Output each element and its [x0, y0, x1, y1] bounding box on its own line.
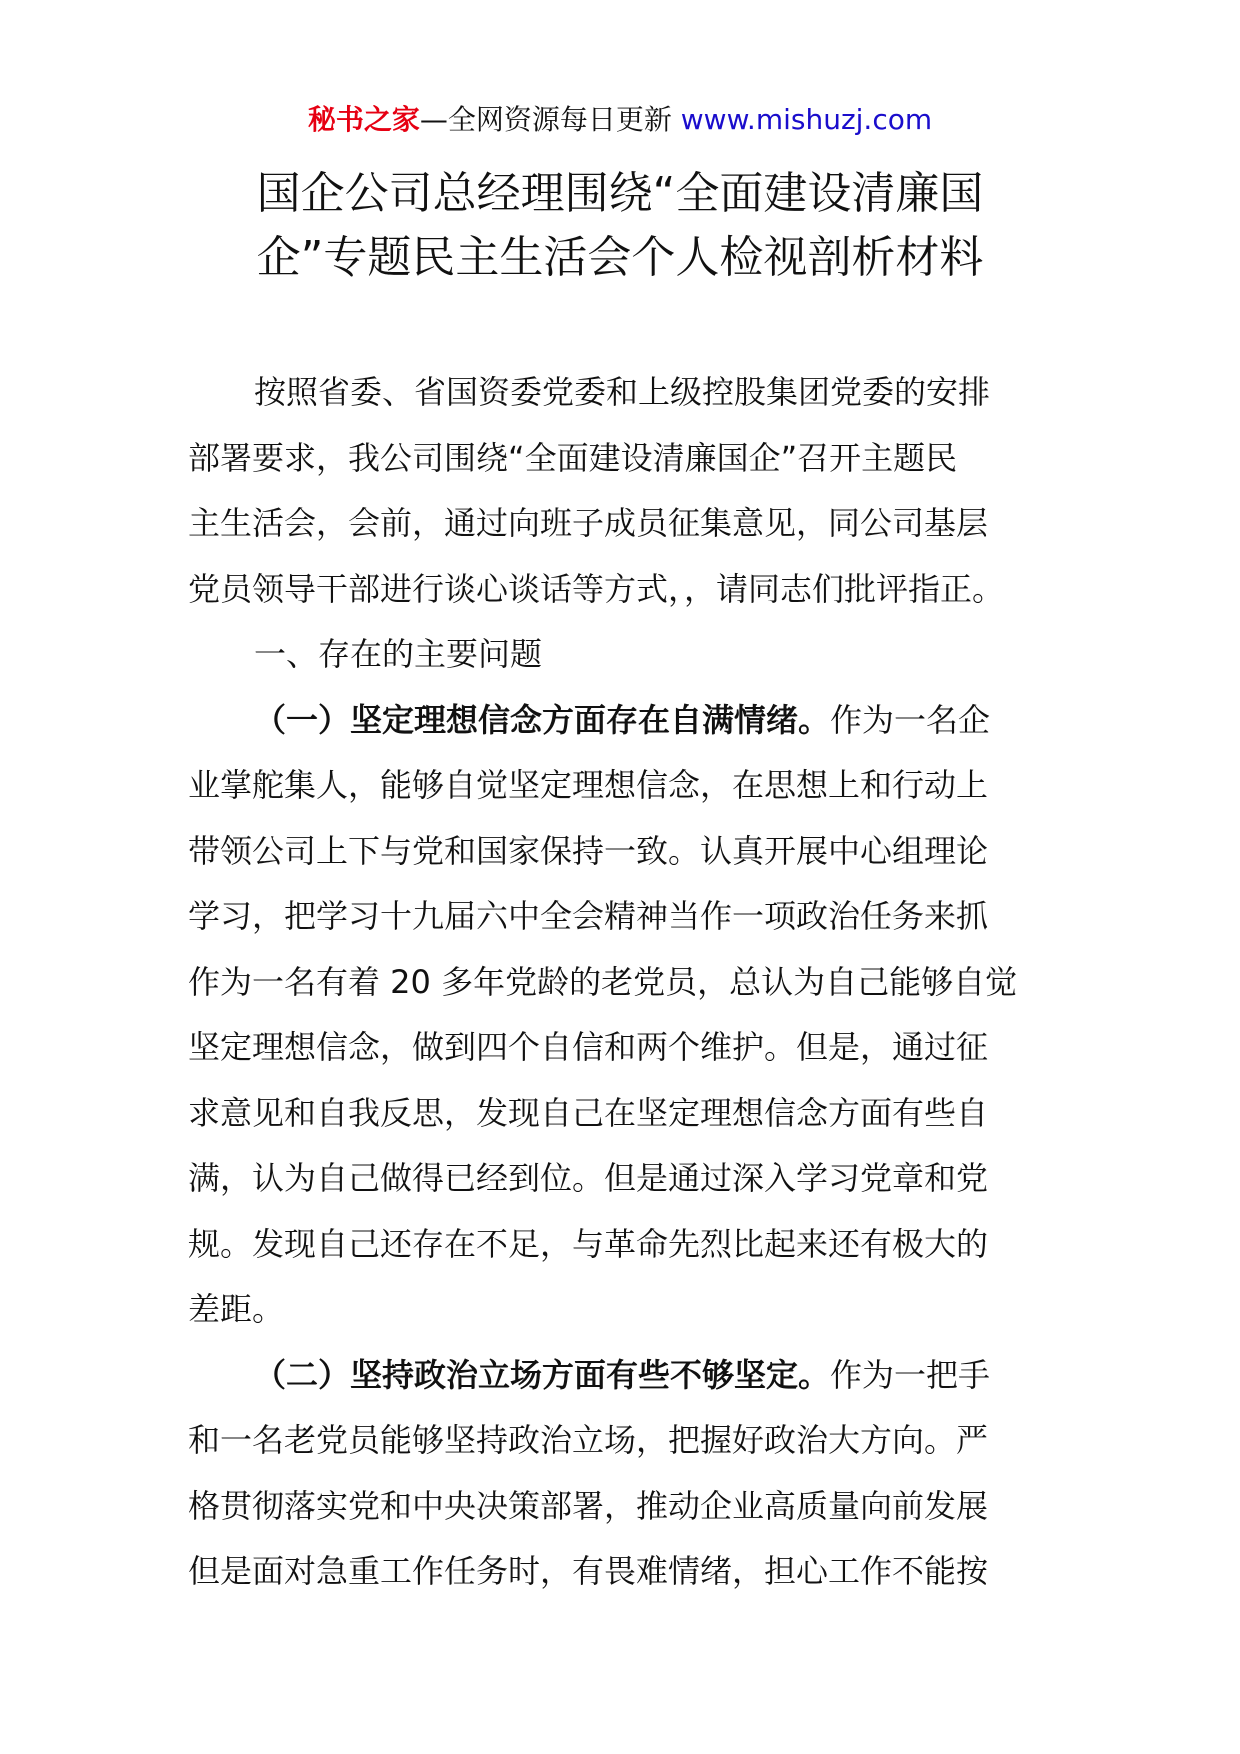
- text-line: 业掌舵集人，能够自觉坚定理想信念，在思想上和行动上: [188, 766, 989, 804]
- text-line: 坚定理想信念，做到四个自信和两个维护。但是，通过征: [188, 1028, 989, 1066]
- text-line: [188, 1343, 1068, 1409]
- site-header: [0, 100, 1240, 140]
- problem-item-1: [188, 688, 1068, 1343]
- text-line: 部署要求，我公司围绕“全面建设清廉国企”召开主题民: [188, 438, 958, 477]
- site-url-link[interactable]: www.mishuzj.com: [680, 103, 933, 136]
- text-line: [188, 688, 1068, 754]
- text-line: 但是面对急重工作任务时，有畏难情绪，担心工作不能按: [188, 1552, 989, 1590]
- text-line: 和一名老党员能够坚持政治立场，把握好政治大方向。严: [188, 1421, 989, 1459]
- text-line: 主生活会，会前，通过向班子成员征集意见，同公司基层: [188, 504, 989, 542]
- item-heading: （一）坚定理想信念方面存在自满情绪。: [254, 700, 831, 739]
- text-line: 规。发现自己还存在不足，与革命先烈比起来还有极大的: [188, 1224, 989, 1263]
- item-text: 作为一把手: [830, 1355, 991, 1394]
- item-text: 作为一名企: [830, 700, 991, 739]
- header-tagline: —全网资源每日更新: [419, 103, 681, 136]
- text-line: 满，认为自己做得已经到位。但是通过深入学习党章和党: [188, 1159, 989, 1197]
- text-line: 格贯彻落实党和中央决策部署，推动企业高质量向前发展: [188, 1486, 989, 1525]
- problem-item-2: [188, 1343, 1068, 1605]
- item-heading: （二）坚持政治立场方面有些不够坚定。: [254, 1355, 831, 1394]
- text-line: 学习，把学习十九届六中全会精神当作一项政治任务来抓: [188, 897, 989, 935]
- text-line: 求意见和自我反思，发现自己在坚定理想信念方面有些自: [188, 1093, 989, 1132]
- document-title: [150, 162, 1090, 290]
- title-line-1: 国企公司总经理围绕“全面建设清廉国: [256, 168, 984, 219]
- title-line-2: 企”专题民主生活会个人检视剖析材料: [256, 232, 984, 283]
- intro-paragraph: [188, 360, 1068, 622]
- text-line: 带领公司上下与党和国家保持一致。认真开展中心组理论: [188, 831, 989, 870]
- text-line: 按照省委、省国资委党委和上级控股集团党委的安排: [254, 373, 991, 411]
- document-body: [188, 360, 1068, 1605]
- text-line: 党员领导干部进行谈心谈话等方式，，请同志们批评指正。: [188, 569, 1005, 608]
- text-line: 差距。: [188, 1290, 285, 1328]
- brand-name: 秘书之家: [307, 103, 420, 136]
- section-heading: 一、存在的主要问题: [254, 635, 543, 673]
- text-line: 作为一名有着 20 多年党龄的老党员，总认为自己能够自觉: [188, 962, 1018, 1001]
